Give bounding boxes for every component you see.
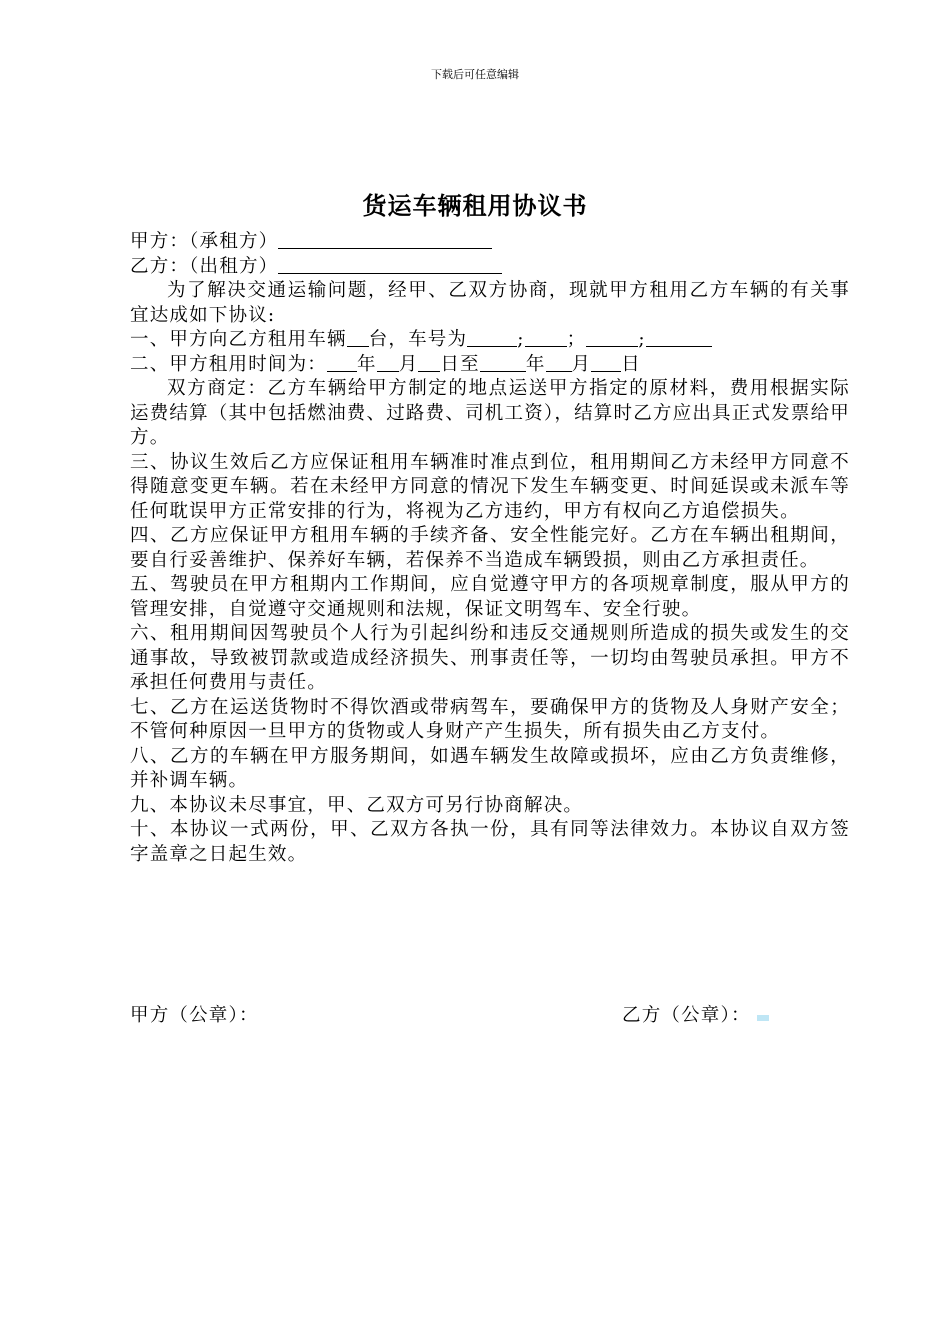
clause-2-text: 日至 <box>440 353 480 375</box>
clause-2-text: 月 <box>571 353 592 375</box>
party-b-label: 乙方：（出租方） <box>130 255 279 277</box>
end-day-blank <box>591 353 621 372</box>
start-day-blank <box>418 353 440 372</box>
clause-2-text: 月 <box>398 353 419 375</box>
clause-6: 六、租用期间因驾驶员个人行为引起纠纷和违反交通规则所造成的损失或发生的交通事故，导致被罚款或造成经济损失、刑事责任等，一切均由驾驶员承担。甲方不承担任何费用与责任。 <box>130 623 850 693</box>
clause-8: 八、乙方的车辆在甲方服务期间，如遇车辆发生故障或损坏，应由乙方负责维修，并补调车辆。 <box>130 745 850 791</box>
clause-5: 五、驾驶员在甲方租期内工作期间，应自觉遵守甲方的各项规章制度，服从甲方的管理安排，自觉遵守交通规则和法规，保证文明驾车、安全行驶。 <box>130 574 850 620</box>
clause-1-text: ; <box>517 329 525 350</box>
clause-2-text: 日 <box>621 353 641 375</box>
clause-10: 十、本协议一式两份，甲、乙双方各执一份，具有同等法律效力。本协议自双方签字盖章之日起生效。 <box>130 819 850 865</box>
document-title: 货运车辆租用协议书 <box>362 191 588 220</box>
clause-7: 七、乙方在运送货物时不得饮酒或带病驾车，要确保甲方的货物及人身财产安全；不管何种原因一旦甲方的货物或人身财产产生损失，所有损失由乙方支付。 <box>130 696 850 742</box>
plate-blank <box>586 328 638 347</box>
party-a-line <box>130 230 850 255</box>
intro-paragraph: 为了解决交通运输问题，经甲、乙双方协商，现就甲方租用乙方车辆的有关事宜达成如下协议: <box>130 280 850 326</box>
clause-1-text: 台，车号为 <box>368 329 468 350</box>
clause-2 <box>130 353 850 378</box>
agreement-body <box>130 230 850 867</box>
clause-3: 三、协议生效后乙方应保证租用车辆准时准点到位，租用期间乙方未经甲方同意不得随意变更车辆。若在未经甲方同意的情况下发生车辆变更、时间延误或未派车等任何耽误甲方正常安排的行为，将视为乙方违约，甲方有权向乙方追偿损失。 <box>130 451 850 522</box>
clause-2-text: 年 <box>357 353 377 375</box>
start-year-blank <box>327 353 357 372</box>
party-b-seal <box>622 1001 769 1027</box>
party-b-blank <box>278 255 502 274</box>
party-a-seal: 甲方（公章）： <box>130 1005 259 1026</box>
plate-blank <box>525 328 567 347</box>
clause-1-text: ; <box>638 329 646 350</box>
plate-blank <box>467 328 517 347</box>
clause-1 <box>130 328 850 353</box>
clause-2-text: 二、甲方租用时间为： <box>130 353 328 375</box>
vehicle-count-blank <box>347 328 369 347</box>
header-note: 下载后可任意编辑 <box>431 68 519 81</box>
plate-blank <box>646 328 712 347</box>
clause-4: 四、乙方应保证甲方租用车辆的手续齐备、安全性能完好。乙方在车辆出租期间，要自行妥善维护、保养好车辆，若保养不当造成车辆毁损，则由乙方承担责任。 <box>130 525 850 571</box>
end-year-blank <box>480 353 526 372</box>
highlight-mark <box>757 1015 769 1021</box>
party-a-label: 甲方：（承租方） <box>130 231 279 252</box>
end-month-blank <box>546 353 572 372</box>
clause-1-text: 一、甲方向乙方租用车辆 <box>130 329 347 350</box>
clause-9: 九、本协议未尽事宜，甲、乙双方可另行协商解决。 <box>130 794 584 816</box>
clause-1-text: ； <box>566 329 587 350</box>
party-b-seal-label: 乙方（公章）： <box>622 1005 751 1026</box>
party-b-line <box>130 255 850 280</box>
clause-2-detail: 双方商定：乙方车辆给甲方制定的地点运送甲方指定的原材料，费用根据实际运费结算（其中包括燃油费、过路费、司机工资），结算时乙方应出具正式发票给甲方。 <box>130 378 850 448</box>
start-month-blank <box>377 353 399 372</box>
party-a-blank <box>278 230 492 249</box>
clause-2-text: 年 <box>525 353 546 375</box>
